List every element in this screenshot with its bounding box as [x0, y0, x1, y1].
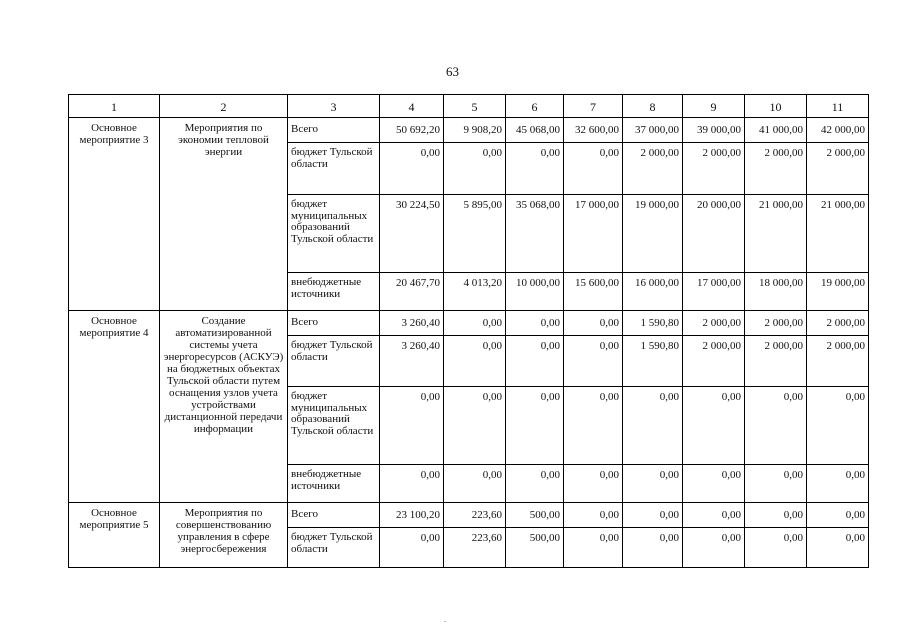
table-row [69, 311, 869, 336]
amount-cell: 20 467,70 [380, 273, 444, 311]
amount-cell: 50 692,20 [380, 118, 444, 143]
amount-cell: 2 000,00 [745, 143, 807, 195]
amount-cell: 20 000,00 [683, 195, 745, 273]
amount-cell: 223,60 [444, 528, 506, 568]
funding-source-cell: бюджет Тульской области [288, 143, 380, 195]
amount-cell: 2 000,00 [807, 336, 869, 387]
amount-cell: 0,00 [444, 311, 506, 336]
amount-cell: 3 260,40 [380, 311, 444, 336]
amount-cell: 4 013,20 [444, 273, 506, 311]
column-header: 2 [160, 95, 288, 118]
amount-cell: 32 600,00 [564, 118, 623, 143]
amount-cell: 41 000,00 [745, 118, 807, 143]
amount-cell: 17 000,00 [683, 273, 745, 311]
amount-cell: 500,00 [506, 528, 564, 568]
amount-cell: 0,00 [623, 387, 683, 465]
main-action-cell: Основное мероприятие 4 [69, 311, 160, 503]
column-header: 8 [623, 95, 683, 118]
amount-cell: 0,00 [745, 528, 807, 568]
action-title-cell: Мероприятия по экономии тепловой энергии [160, 118, 288, 311]
funding-source-cell: внебюджетные источники [288, 465, 380, 503]
column-header: 7 [564, 95, 623, 118]
column-header: 11 [807, 95, 869, 118]
amount-cell: 19 000,00 [623, 195, 683, 273]
amount-cell: 0,00 [683, 387, 745, 465]
amount-cell: 5 895,00 [444, 195, 506, 273]
amount-cell: 9 908,20 [444, 118, 506, 143]
amount-cell: 39 000,00 [683, 118, 745, 143]
column-header: 10 [745, 95, 807, 118]
action-title-cell: Мероприятия по совершенствованию управления в сфере энергосбережения [160, 503, 288, 568]
funding-source-cell: бюджет Тульской области [288, 528, 380, 568]
amount-cell: 0,00 [380, 387, 444, 465]
page-number: 63 [446, 64, 459, 79]
column-header: 3 [288, 95, 380, 118]
amount-cell: 1 590,80 [623, 336, 683, 387]
action-title-cell: Создание автоматизированной системы учета энергоресурсов (АСКУЭ) на бюджетных объектах Тульской области путем оснащения узлов учета устройствами дистанционной передачи информации [160, 311, 288, 503]
column-header: 6 [506, 95, 564, 118]
amount-cell: 0,00 [683, 528, 745, 568]
funding-source-cell: бюджет Тульской области [288, 336, 380, 387]
amount-cell: 0,00 [444, 336, 506, 387]
amount-cell: 17 000,00 [564, 195, 623, 273]
amount-cell: 500,00 [506, 503, 564, 528]
amount-cell: 2 000,00 [683, 336, 745, 387]
amount-cell: 0,00 [380, 143, 444, 195]
amount-cell: 0,00 [564, 387, 623, 465]
amount-cell: 0,00 [623, 528, 683, 568]
amount-cell: 2 000,00 [807, 311, 869, 336]
amount-cell: 223,60 [444, 503, 506, 528]
amount-cell: 2 000,00 [745, 311, 807, 336]
amount-cell: 0,00 [564, 311, 623, 336]
amount-cell: 0,00 [564, 336, 623, 387]
amount-cell: 0,00 [380, 465, 444, 503]
main-action-cell: Основное мероприятие 3 [69, 118, 160, 311]
header-row [69, 95, 869, 118]
amount-cell: 2 000,00 [623, 143, 683, 195]
amount-cell: 15 600,00 [564, 273, 623, 311]
amount-cell: 0,00 [745, 503, 807, 528]
budget-table [68, 94, 869, 568]
amount-cell: 19 000,00 [807, 273, 869, 311]
amount-cell: 0,00 [683, 465, 745, 503]
column-header: 4 [380, 95, 444, 118]
amount-cell: 45 068,00 [506, 118, 564, 143]
amount-cell: 1 590,80 [623, 311, 683, 336]
amount-cell: 30 224,50 [380, 195, 444, 273]
amount-cell: 0,00 [506, 387, 564, 465]
amount-cell: 0,00 [745, 465, 807, 503]
amount-cell: 2 000,00 [683, 311, 745, 336]
amount-cell: 2 000,00 [807, 143, 869, 195]
amount-cell: 23 100,20 [380, 503, 444, 528]
amount-cell: 35 068,00 [506, 195, 564, 273]
amount-cell: 37 000,00 [623, 118, 683, 143]
amount-cell: 0,00 [564, 528, 623, 568]
amount-cell: 16 000,00 [623, 273, 683, 311]
amount-cell: 0,00 [506, 336, 564, 387]
amount-cell: 0,00 [564, 143, 623, 195]
funding-source-cell: Всего [288, 503, 380, 528]
amount-cell: 42 000,00 [807, 118, 869, 143]
table-body [69, 118, 869, 568]
main-action-cell: Основное мероприятие 5 [69, 503, 160, 568]
amount-cell: 0,00 [745, 387, 807, 465]
amount-cell: 0,00 [564, 503, 623, 528]
funding-source-cell: бюджет муниципальных образований Тульской области [288, 387, 380, 465]
amount-cell: 0,00 [444, 387, 506, 465]
amount-cell: 0,00 [506, 143, 564, 195]
amount-cell: 0,00 [380, 528, 444, 568]
column-header: 1 [69, 95, 160, 118]
amount-cell: 0,00 [506, 465, 564, 503]
amount-cell: 2 000,00 [745, 336, 807, 387]
amount-cell: 0,00 [683, 503, 745, 528]
amount-cell: 0,00 [623, 503, 683, 528]
column-header: 5 [444, 95, 506, 118]
table-row [69, 118, 869, 143]
amount-cell: 21 000,00 [745, 195, 807, 273]
funding-source-cell: бюджет муниципальных образований Тульской области [288, 195, 380, 273]
amount-cell: 2 000,00 [683, 143, 745, 195]
amount-cell: 0,00 [506, 311, 564, 336]
amount-cell: 10 000,00 [506, 273, 564, 311]
amount-cell: 3 260,40 [380, 336, 444, 387]
amount-cell: 0,00 [564, 465, 623, 503]
amount-cell: 0,00 [444, 465, 506, 503]
amount-cell: 0,00 [807, 528, 869, 568]
amount-cell: 21 000,00 [807, 195, 869, 273]
amount-cell: 0,00 [807, 465, 869, 503]
funding-source-cell: Всего [288, 311, 380, 336]
scan-mark [444, 621, 446, 622]
table-row [69, 503, 869, 528]
amount-cell: 0,00 [807, 387, 869, 465]
amount-cell: 0,00 [444, 143, 506, 195]
funding-source-cell: внебюджетные источники [288, 273, 380, 311]
amount-cell: 18 000,00 [745, 273, 807, 311]
amount-cell: 0,00 [807, 503, 869, 528]
column-header: 9 [683, 95, 745, 118]
funding-source-cell: Всего [288, 118, 380, 143]
amount-cell: 0,00 [623, 465, 683, 503]
